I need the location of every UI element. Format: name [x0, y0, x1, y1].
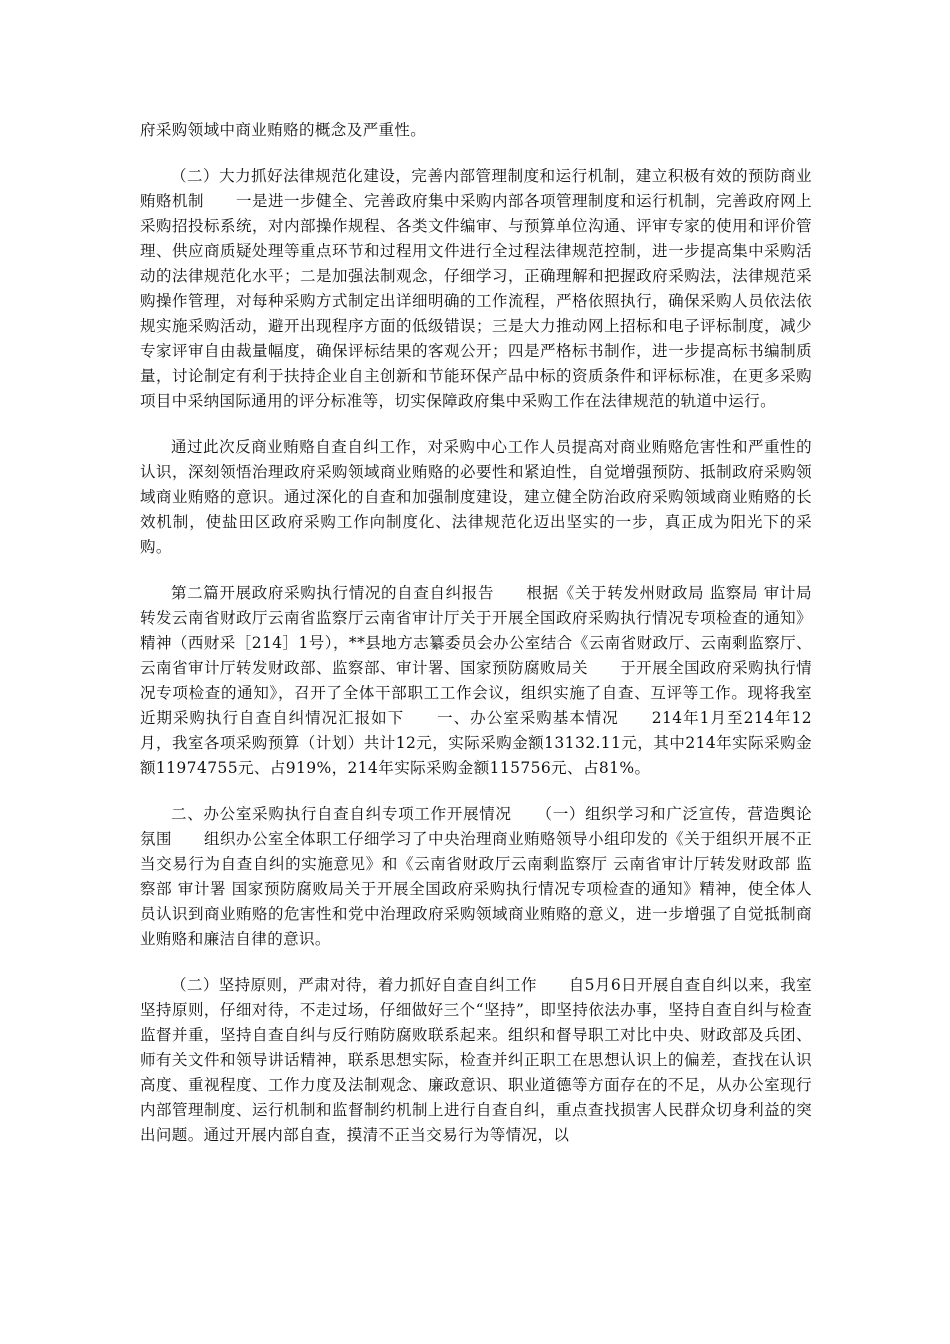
paragraph-continuation: 府采购领域中商业贿赂的概念及严重性。	[140, 121, 427, 139]
paragraph-principles: （二）坚持原则，严肃对待，着力抓好自查自纠工作 自5月6日开展自查自纠以来，我室坚持原则，仔细对待，不走过场，仔细做好三个“坚持”，即坚持依法办事，坚持自查自纠与检查监督并重，坚持自查自纠与反行贿防腐败联系起来。组织和督导职工对比中央、财政部及兵团、师有关文件和领导讲话精神，联系思想实际，检查并纠正职工在思想认识上的偏差，查找在认识高度、重视程度、工作力度及法制观念、廉政意识、职业道德等方面存在的不足，从办公室现行内部管理制度、运行机制和监督制约机制上进行自查自纠，重点查找损害人民群众切身利益的突出问题。通过开展内部自查，摸清不正当交易行为等情况，以	[140, 976, 812, 1144]
paragraph-second-report: 第二篇开展政府采购执行情况的自查自纠报告 根据《关于转发州财政局 监察局 审计局转发云南省财政厅云南省监察厅云南省审计厅关于开展全国政府采购执行情况专项检查的通知》精神（西财采［214］1号），**县地方志纂委员会办公室结合《云南省财政厅、云南剩监察厅、云南省审计厅转发财政部、监察部、审计署、国家预防腐败局关 于开展全国政府采购执行情况专项检查的通知》，召开了全体干部职工工作会议，组织实施了自查、互评等工作。现将我室近期采购执行自查自纠情况汇报如下 一、办公室采购基本情况 214年1月至214年12月，我室各项采购预算（计划）共计12元，实际采购金额13132.11元，其中214年实际采购金额11974755元、占919%，214年实际采购金额115756元、占81%。	[140, 584, 812, 777]
paragraph-self-inspection: 二、办公室采购执行自查自纠专项工作开展情况 （一）组织学习和广泛宣传，营造舆论氛围 组织办公室全体职工仔细学习了中央治理商业贿赂领导小组印发的《关于组织开展不正当交易行为自查自纠的实施意见》和《云南省财政厅云南剩监察厅 云南省审计厅转发财政部 监察部 审计署 国家预防腐败局关于开展全国政府采购执行情况专项检查的通知》精神，使全体人员认识到商业贿赂的危害性和党中治理政府采购领域商业贿赂的意义，进一步增强了自觉抵制商业贿赂和廉洁自律的意识。	[140, 805, 812, 948]
paragraph-legal-standardization: （二）大力抓好法律规范化建设，完善内部管理制度和运行机制，建立积极有效的预防商业贿赂机制 一是进一步健全、完善政府集中采购内部各项管理制度和运行机制，完善政府网上采购招投标系统，对内部操作规程、各类文件编审、与预算单位沟通、评审专家的使用和评价管理、供应商质疑处理等重点环节和过程用文件进行全过程法律规范控制，进一步提高集中采购活动的法律规范化水平；二是加强法制观念，仔细学习，正确理解和把握政府采购法，法律规范采购操作管理，对每种采购方式制定出详细明确的工作流程，严格依照执行，确保采购人员依法依规实施采购活动，避开出现程序方面的低级错误；三是大力推动网上招标和电子评标制度，减少专家评审自由裁量幅度，确保评标结果的客观公开；四是严格标书制作，进一步提高标书编制质量，讨论制定有利于扶持企业自主创新和节能环保产品中标的资质条件和评标标准，在更多采购项目中采纳国际通用的评分标准等，切实保障政府集中采购工作在法律规范的轨道中运行。	[140, 167, 812, 410]
paragraph-summary: 通过此次反商业贿赂自查自纠工作，对采购中心工作人员提高对商业贿赂危害性和严重性的认识，深刻领悟治理政府采购领域商业贿赂的必要性和紧迫性，自觉增强预防、抵制政府采购领域商业贿赂的意识。通过深化的自查和加强制度建设，建立健全防治政府采购领域商业贿赂的长效机制，使盐田区政府采购工作向制度化、法律规范化迈出坚实的一步，真正成为阳光下的采购。	[140, 438, 812, 556]
document-body	[140, 118, 812, 1169]
